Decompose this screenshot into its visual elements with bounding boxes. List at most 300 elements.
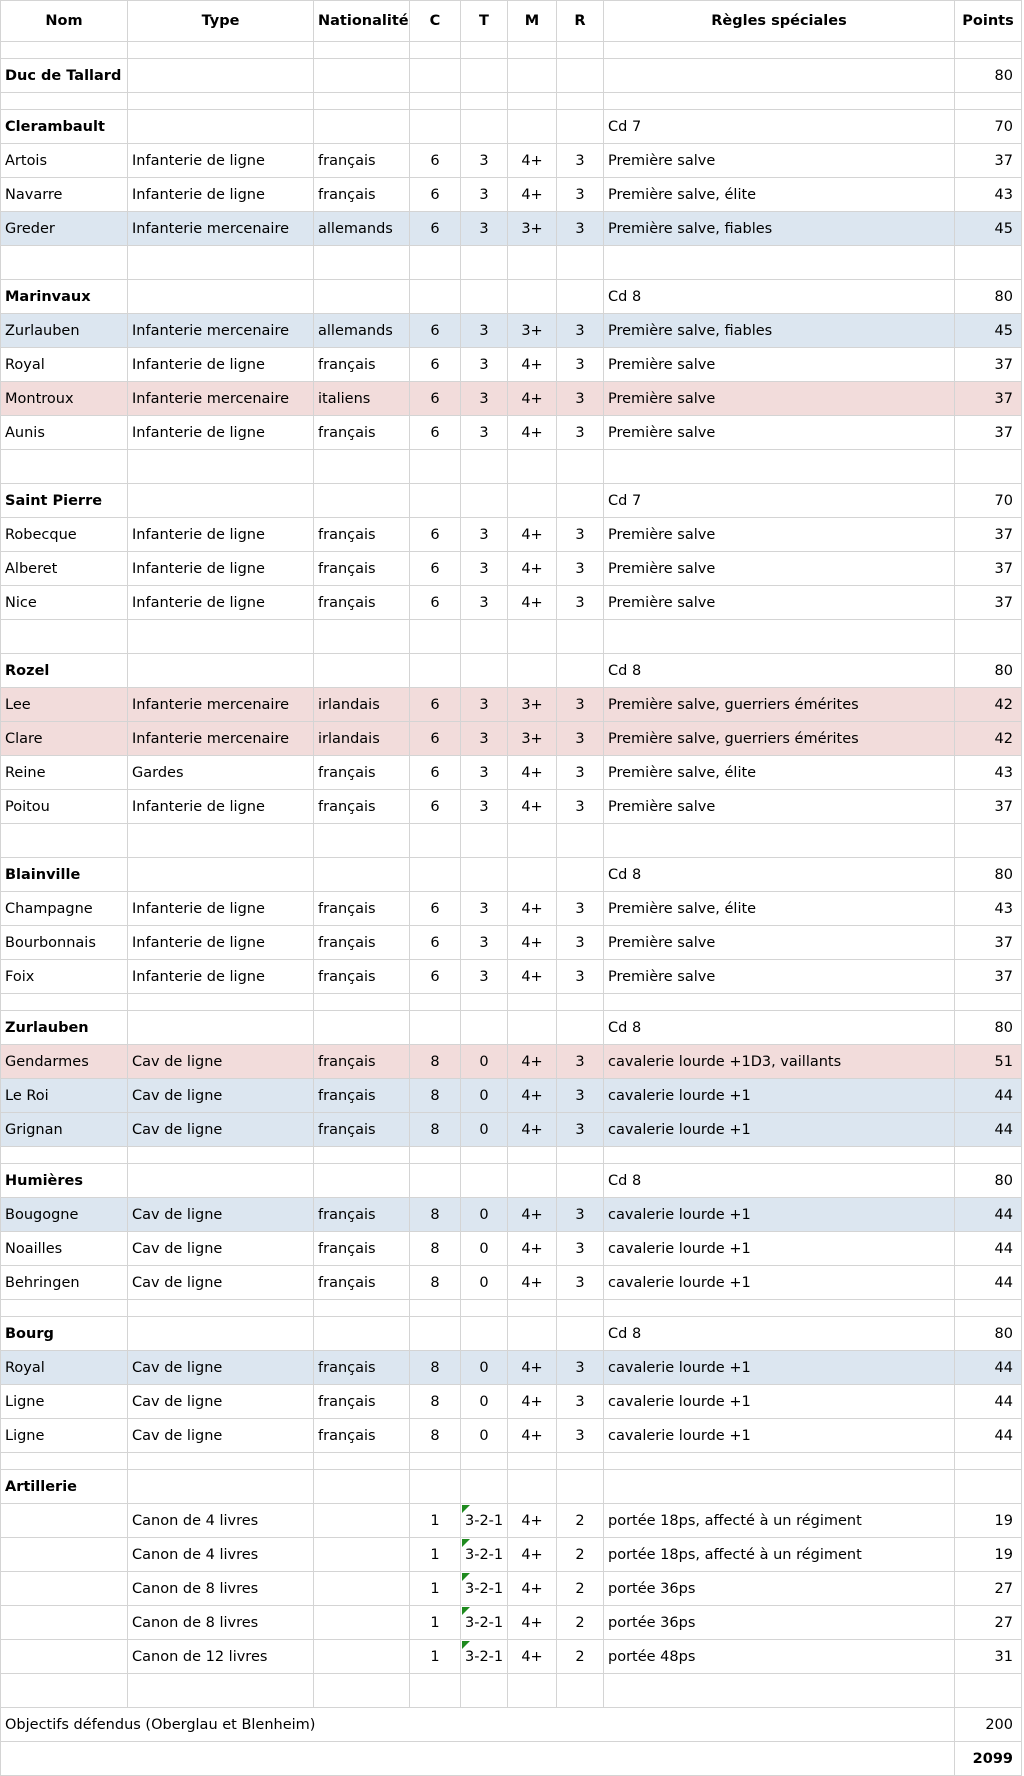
cell-regles[interactable]: portée 36ps (604, 1606, 955, 1640)
cell-regles[interactable]: Cd 7 (604, 110, 955, 144)
cell-type[interactable]: Infanterie de ligne (128, 178, 314, 212)
cell-points[interactable]: 44 (955, 1385, 1022, 1419)
cell-regles[interactable]: Première salve, guerriers émérites (604, 688, 955, 722)
empty-cell[interactable] (128, 42, 314, 59)
cell-regles[interactable]: Première salve (604, 144, 955, 178)
cell-type[interactable]: Infanterie de ligne (128, 926, 314, 960)
cell-nom[interactable]: Marinvaux (1, 280, 128, 314)
empty-cell[interactable] (955, 1453, 1022, 1470)
cell-m[interactable]: 4+ (508, 1385, 557, 1419)
empty-cell[interactable] (955, 42, 1022, 59)
cell-nat[interactable]: irlandais (314, 722, 410, 756)
cell-t[interactable] (461, 280, 508, 314)
cell-points[interactable]: 43 (955, 178, 1022, 212)
cell-r[interactable]: 3 (557, 518, 604, 552)
cell-m[interactable]: 4+ (508, 552, 557, 586)
empty-cell[interactable] (604, 1300, 955, 1317)
cell-c[interactable]: 6 (410, 382, 461, 416)
empty-cell[interactable] (557, 620, 604, 654)
cell-r[interactable]: 3 (557, 1198, 604, 1232)
cell-nom[interactable]: Bourg (1, 1317, 128, 1351)
empty-cell[interactable] (1, 824, 128, 858)
cell-regles[interactable]: cavalerie lourde +1 (604, 1113, 955, 1147)
cell-c[interactable] (410, 110, 461, 144)
cell-regles[interactable]: cavalerie lourde +1 (604, 1198, 955, 1232)
cell-t[interactable] (461, 484, 508, 518)
empty-cell[interactable] (557, 42, 604, 59)
cell-points[interactable]: 44 (955, 1266, 1022, 1300)
cell-t[interactable]: 3 (461, 348, 508, 382)
cell-type[interactable]: Canon de 8 livres (128, 1572, 314, 1606)
empty-cell[interactable] (314, 620, 410, 654)
cell-t[interactable]: 0 (461, 1351, 508, 1385)
cell-m[interactable]: 3+ (508, 212, 557, 246)
cell-r[interactable]: 2 (557, 1640, 604, 1674)
cell-r[interactable]: 3 (557, 178, 604, 212)
cell-points[interactable]: 80 (955, 1164, 1022, 1198)
cell-c[interactable] (410, 280, 461, 314)
objective-points[interactable]: 200 (955, 1708, 1022, 1742)
cell-t[interactable]: 3 (461, 688, 508, 722)
cell-r[interactable]: 3 (557, 722, 604, 756)
cell-nat[interactable] (314, 59, 410, 93)
cell-m[interactable]: 4+ (508, 178, 557, 212)
cell-points[interactable]: 19 (955, 1504, 1022, 1538)
cell-c[interactable]: 8 (410, 1232, 461, 1266)
empty-cell[interactable] (128, 450, 314, 484)
cell-c[interactable]: 8 (410, 1419, 461, 1453)
cell-nom[interactable]: Navarre (1, 178, 128, 212)
comment-marker-icon[interactable] (462, 1607, 470, 1615)
cell-nom[interactable]: Clerambault (1, 110, 128, 144)
cell-regles[interactable]: Cd 8 (604, 1317, 955, 1351)
cell-m[interactable]: 4+ (508, 1419, 557, 1453)
cell-r[interactable]: 3 (557, 790, 604, 824)
cell-regles[interactable]: Première salve (604, 926, 955, 960)
cell-t[interactable] (461, 1504, 508, 1538)
cell-m[interactable]: 4+ (508, 960, 557, 994)
empty-cell[interactable] (410, 1300, 461, 1317)
cell-regles[interactable]: Première salve, élite (604, 178, 955, 212)
comment-marker-icon[interactable] (462, 1573, 470, 1581)
cell-points[interactable]: 80 (955, 280, 1022, 314)
empty-cell[interactable] (508, 93, 557, 110)
cell-c[interactable]: 8 (410, 1385, 461, 1419)
cell-type[interactable]: Canon de 4 livres (128, 1504, 314, 1538)
cell-m[interactable]: 4+ (508, 1572, 557, 1606)
empty-cell[interactable] (461, 246, 508, 280)
cell-points[interactable]: 80 (955, 654, 1022, 688)
empty-cell[interactable] (1, 246, 128, 280)
empty-cell[interactable] (314, 1674, 410, 1708)
cell-nat[interactable]: français (314, 144, 410, 178)
empty-cell[interactable] (461, 93, 508, 110)
cell-r[interactable] (557, 1164, 604, 1198)
cell-type[interactable]: Infanterie mercenaire (128, 314, 314, 348)
cell-nat[interactable]: français (314, 892, 410, 926)
cell-points[interactable]: 43 (955, 892, 1022, 926)
cell-type[interactable]: Cav de ligne (128, 1351, 314, 1385)
cell-r[interactable] (557, 280, 604, 314)
cell-nom[interactable]: Alberet (1, 552, 128, 586)
cell-t[interactable] (461, 1572, 508, 1606)
cell-t[interactable]: 3 (461, 314, 508, 348)
cell-c[interactable]: 6 (410, 586, 461, 620)
empty-cell[interactable] (508, 620, 557, 654)
empty-cell[interactable] (955, 1674, 1022, 1708)
empty-cell[interactable] (508, 1674, 557, 1708)
cell-nat[interactable] (314, 1640, 410, 1674)
cell-type[interactable]: Cav de ligne (128, 1266, 314, 1300)
cell-nom[interactable]: Aunis (1, 416, 128, 450)
empty-cell[interactable] (314, 42, 410, 59)
cell-nom[interactable] (1, 1504, 128, 1538)
cell-nat[interactable] (314, 1470, 410, 1504)
cell-type[interactable] (128, 654, 314, 688)
cell-regles[interactable]: Première salve (604, 790, 955, 824)
cell-points[interactable]: 42 (955, 722, 1022, 756)
empty-cell[interactable] (461, 1453, 508, 1470)
cell-nom[interactable]: Rozel (1, 654, 128, 688)
cell-t[interactable]: 3 (461, 552, 508, 586)
cell-points[interactable]: 37 (955, 926, 1022, 960)
cell-nom[interactable]: Robecque (1, 518, 128, 552)
col-header-points[interactable]: Points (955, 1, 1022, 42)
cell-c[interactable]: 6 (410, 756, 461, 790)
cell-regles[interactable] (604, 1470, 955, 1504)
cell-m[interactable]: 4+ (508, 1504, 557, 1538)
cell-nat[interactable]: français (314, 518, 410, 552)
cell-nom[interactable]: Nice (1, 586, 128, 620)
cell-c[interactable]: 6 (410, 688, 461, 722)
empty-cell[interactable] (314, 93, 410, 110)
cell-nom[interactable]: Zurlauben (1, 1011, 128, 1045)
cell-points[interactable]: 80 (955, 1317, 1022, 1351)
cell-r[interactable]: 3 (557, 926, 604, 960)
cell-type[interactable] (128, 110, 314, 144)
empty-cell[interactable] (410, 1147, 461, 1164)
cell-nat[interactable]: français (314, 756, 410, 790)
cell-points[interactable]: 70 (955, 484, 1022, 518)
cell-r[interactable]: 3 (557, 892, 604, 926)
cell-regles[interactable]: Première salve, fiables (604, 212, 955, 246)
cell-c[interactable]: 8 (410, 1266, 461, 1300)
cell-t[interactable] (461, 1606, 508, 1640)
cell-nom[interactable]: Le Roi (1, 1079, 128, 1113)
cell-type[interactable] (128, 1164, 314, 1198)
cell-nom[interactable]: Behringen (1, 1266, 128, 1300)
cell-regles[interactable]: Première salve (604, 552, 955, 586)
cell-r[interactable]: 3 (557, 1079, 604, 1113)
col-header-nom[interactable]: Nom (1, 1, 128, 42)
cell-m[interactable]: 4+ (508, 586, 557, 620)
cell-nom[interactable]: Grignan (1, 1113, 128, 1147)
cell-r[interactable]: 3 (557, 960, 604, 994)
cell-nat[interactable]: français (314, 1351, 410, 1385)
cell-r[interactable]: 3 (557, 144, 604, 178)
cell-nat[interactable]: italiens (314, 382, 410, 416)
cell-type[interactable]: Canon de 12 livres (128, 1640, 314, 1674)
cell-regles[interactable]: portée 36ps (604, 1572, 955, 1606)
empty-cell[interactable] (508, 1300, 557, 1317)
cell-nom[interactable]: Montroux (1, 382, 128, 416)
empty-cell[interactable] (604, 1674, 955, 1708)
empty-cell[interactable] (955, 824, 1022, 858)
cell-r[interactable]: 3 (557, 382, 604, 416)
total-label[interactable] (1, 1742, 955, 1776)
col-header-regles[interactable]: Règles spéciales (604, 1, 955, 42)
cell-type[interactable]: Cav de ligne (128, 1419, 314, 1453)
cell-points[interactable]: 44 (955, 1351, 1022, 1385)
cell-nom[interactable]: Duc de Tallard (1, 59, 128, 93)
cell-m[interactable] (508, 858, 557, 892)
empty-cell[interactable] (557, 450, 604, 484)
empty-cell[interactable] (128, 246, 314, 280)
empty-cell[interactable] (557, 994, 604, 1011)
cell-r[interactable]: 3 (557, 756, 604, 790)
empty-cell[interactable] (410, 246, 461, 280)
cell-type[interactable]: Canon de 8 livres (128, 1606, 314, 1640)
cell-regles[interactable]: cavalerie lourde +1 (604, 1351, 955, 1385)
empty-cell[interactable] (508, 1147, 557, 1164)
cell-r[interactable]: 3 (557, 1419, 604, 1453)
cell-t[interactable] (461, 1317, 508, 1351)
cell-t[interactable]: 3 (461, 416, 508, 450)
cell-regles[interactable]: Première salve, fiables (604, 314, 955, 348)
empty-cell[interactable] (604, 994, 955, 1011)
empty-cell[interactable] (508, 1453, 557, 1470)
cell-t[interactable]: 0 (461, 1385, 508, 1419)
cell-r[interactable]: 3 (557, 552, 604, 586)
cell-nat[interactable]: français (314, 348, 410, 382)
empty-cell[interactable] (461, 450, 508, 484)
cell-nom[interactable]: Foix (1, 960, 128, 994)
cell-c[interactable]: 6 (410, 960, 461, 994)
empty-cell[interactable] (314, 824, 410, 858)
empty-cell[interactable] (461, 1147, 508, 1164)
cell-m[interactable]: 4+ (508, 416, 557, 450)
cell-type[interactable]: Infanterie de ligne (128, 416, 314, 450)
cell-r[interactable] (557, 1011, 604, 1045)
empty-cell[interactable] (955, 246, 1022, 280)
cell-r[interactable]: 2 (557, 1606, 604, 1640)
empty-cell[interactable] (128, 620, 314, 654)
empty-cell[interactable] (508, 42, 557, 59)
cell-r[interactable] (557, 59, 604, 93)
col-header-c[interactable]: C (410, 1, 461, 42)
cell-regles[interactable]: Cd 8 (604, 1164, 955, 1198)
empty-cell[interactable] (557, 1300, 604, 1317)
cell-points[interactable]: 70 (955, 110, 1022, 144)
objective-label[interactable]: Objectifs défendus (Oberglau et Blenheim) (1, 1708, 955, 1742)
total-points[interactable]: 2099 (955, 1742, 1022, 1776)
cell-nat[interactable]: français (314, 790, 410, 824)
cell-points[interactable]: 37 (955, 416, 1022, 450)
empty-cell[interactable] (128, 93, 314, 110)
cell-nom[interactable]: Poitou (1, 790, 128, 824)
cell-type[interactable]: Cav de ligne (128, 1198, 314, 1232)
empty-cell[interactable] (557, 1147, 604, 1164)
empty-cell[interactable] (1, 1300, 128, 1317)
cell-nat[interactable]: français (314, 1266, 410, 1300)
cell-c[interactable]: 6 (410, 314, 461, 348)
cell-points[interactable]: 45 (955, 212, 1022, 246)
cell-nat[interactable]: français (314, 1113, 410, 1147)
cell-m[interactable]: 4+ (508, 1538, 557, 1572)
cell-regles[interactable]: Première salve (604, 960, 955, 994)
cell-nom[interactable]: Noailles (1, 1232, 128, 1266)
empty-cell[interactable] (128, 994, 314, 1011)
empty-cell[interactable] (604, 450, 955, 484)
cell-nat[interactable]: français (314, 1232, 410, 1266)
cell-c[interactable]: 8 (410, 1045, 461, 1079)
cell-nom[interactable]: Reine (1, 756, 128, 790)
empty-cell[interactable] (557, 93, 604, 110)
empty-cell[interactable] (604, 1147, 955, 1164)
cell-t[interactable] (461, 654, 508, 688)
cell-t[interactable] (461, 1470, 508, 1504)
cell-m[interactable]: 4+ (508, 1232, 557, 1266)
cell-c[interactable] (410, 654, 461, 688)
empty-cell[interactable] (314, 450, 410, 484)
cell-c[interactable]: 6 (410, 144, 461, 178)
col-header-nationalite[interactable]: Nationalité (314, 1, 410, 42)
cell-points[interactable]: 37 (955, 586, 1022, 620)
cell-m[interactable]: 3+ (508, 314, 557, 348)
empty-cell[interactable] (410, 994, 461, 1011)
empty-cell[interactable] (557, 824, 604, 858)
cell-c[interactable]: 8 (410, 1351, 461, 1385)
cell-c[interactable] (410, 1317, 461, 1351)
cell-nom[interactable] (1, 1640, 128, 1674)
cell-nat[interactable] (314, 1504, 410, 1538)
cell-points[interactable]: 44 (955, 1232, 1022, 1266)
cell-m[interactable]: 4+ (508, 1351, 557, 1385)
cell-r[interactable]: 2 (557, 1538, 604, 1572)
cell-points[interactable]: 43 (955, 756, 1022, 790)
cell-type[interactable] (128, 484, 314, 518)
cell-t[interactable]: 0 (461, 1079, 508, 1113)
cell-r[interactable]: 3 (557, 348, 604, 382)
cell-nat[interactable] (314, 1606, 410, 1640)
cell-c[interactable]: 6 (410, 722, 461, 756)
cell-regles[interactable]: cavalerie lourde +1 (604, 1266, 955, 1300)
cell-c[interactable]: 6 (410, 926, 461, 960)
empty-cell[interactable] (461, 824, 508, 858)
empty-cell[interactable] (508, 450, 557, 484)
cell-r[interactable]: 3 (557, 416, 604, 450)
empty-cell[interactable] (314, 1453, 410, 1470)
empty-cell[interactable] (314, 246, 410, 280)
cell-nat[interactable] (314, 858, 410, 892)
cell-nom[interactable]: Saint Pierre (1, 484, 128, 518)
cell-m[interactable]: 4+ (508, 892, 557, 926)
cell-nom[interactable]: Royal (1, 1351, 128, 1385)
cell-points[interactable]: 37 (955, 144, 1022, 178)
empty-cell[interactable] (128, 1453, 314, 1470)
cell-c[interactable] (410, 858, 461, 892)
empty-cell[interactable] (314, 994, 410, 1011)
empty-cell[interactable] (604, 246, 955, 280)
cell-t[interactable] (461, 1164, 508, 1198)
cell-t[interactable]: 3 (461, 144, 508, 178)
empty-cell[interactable] (128, 824, 314, 858)
cell-m[interactable]: 4+ (508, 1266, 557, 1300)
empty-cell[interactable] (410, 824, 461, 858)
cell-regles[interactable]: Cd 8 (604, 1011, 955, 1045)
cell-m[interactable]: 4+ (508, 382, 557, 416)
cell-regles[interactable]: Première salve, élite (604, 892, 955, 926)
cell-type[interactable]: Infanterie de ligne (128, 552, 314, 586)
empty-cell[interactable] (410, 42, 461, 59)
cell-r[interactable]: 3 (557, 212, 604, 246)
empty-cell[interactable] (955, 620, 1022, 654)
cell-nat[interactable]: français (314, 1419, 410, 1453)
cell-t[interactable] (461, 1011, 508, 1045)
cell-type[interactable]: Cav de ligne (128, 1232, 314, 1266)
cell-points[interactable]: 42 (955, 688, 1022, 722)
cell-nom[interactable]: Ligne (1, 1385, 128, 1419)
cell-regles[interactable]: Première salve, élite (604, 756, 955, 790)
cell-t[interactable]: 0 (461, 1232, 508, 1266)
cell-nom[interactable]: Artillerie (1, 1470, 128, 1504)
cell-c[interactable]: 6 (410, 348, 461, 382)
cell-regles[interactable]: cavalerie lourde +1D3, vaillants (604, 1045, 955, 1079)
cell-r[interactable]: 3 (557, 1113, 604, 1147)
cell-r[interactable]: 3 (557, 1385, 604, 1419)
cell-nat[interactable]: allemands (314, 212, 410, 246)
empty-cell[interactable] (604, 620, 955, 654)
cell-regles[interactable]: Cd 8 (604, 654, 955, 688)
cell-regles[interactable]: Cd 8 (604, 858, 955, 892)
cell-points[interactable]: 19 (955, 1538, 1022, 1572)
cell-c[interactable]: 1 (410, 1572, 461, 1606)
cell-nat[interactable] (314, 1317, 410, 1351)
cell-t[interactable]: 0 (461, 1113, 508, 1147)
cell-t[interactable]: 0 (461, 1198, 508, 1232)
empty-cell[interactable] (955, 450, 1022, 484)
empty-cell[interactable] (128, 1147, 314, 1164)
empty-cell[interactable] (461, 620, 508, 654)
empty-cell[interactable] (1, 1674, 128, 1708)
cell-type[interactable]: Infanterie de ligne (128, 586, 314, 620)
cell-c[interactable]: 8 (410, 1113, 461, 1147)
empty-cell[interactable] (128, 1300, 314, 1317)
cell-c[interactable]: 8 (410, 1198, 461, 1232)
empty-cell[interactable] (314, 1147, 410, 1164)
cell-t[interactable]: 3 (461, 382, 508, 416)
cell-points[interactable]: 44 (955, 1113, 1022, 1147)
comment-marker-icon[interactable] (462, 1641, 470, 1649)
cell-points[interactable]: 80 (955, 858, 1022, 892)
empty-cell[interactable] (955, 93, 1022, 110)
cell-c[interactable] (410, 59, 461, 93)
cell-c[interactable] (410, 1470, 461, 1504)
empty-cell[interactable] (410, 620, 461, 654)
empty-cell[interactable] (410, 1674, 461, 1708)
cell-nat[interactable] (314, 654, 410, 688)
cell-nat[interactable] (314, 110, 410, 144)
cell-m[interactable]: 4+ (508, 1606, 557, 1640)
cell-c[interactable]: 6 (410, 892, 461, 926)
cell-m[interactable] (508, 1317, 557, 1351)
cell-r[interactable] (557, 1317, 604, 1351)
empty-cell[interactable] (1, 1453, 128, 1470)
cell-nom[interactable]: Champagne (1, 892, 128, 926)
cell-c[interactable]: 1 (410, 1538, 461, 1572)
cell-type[interactable] (128, 858, 314, 892)
cell-nom[interactable] (1, 1572, 128, 1606)
